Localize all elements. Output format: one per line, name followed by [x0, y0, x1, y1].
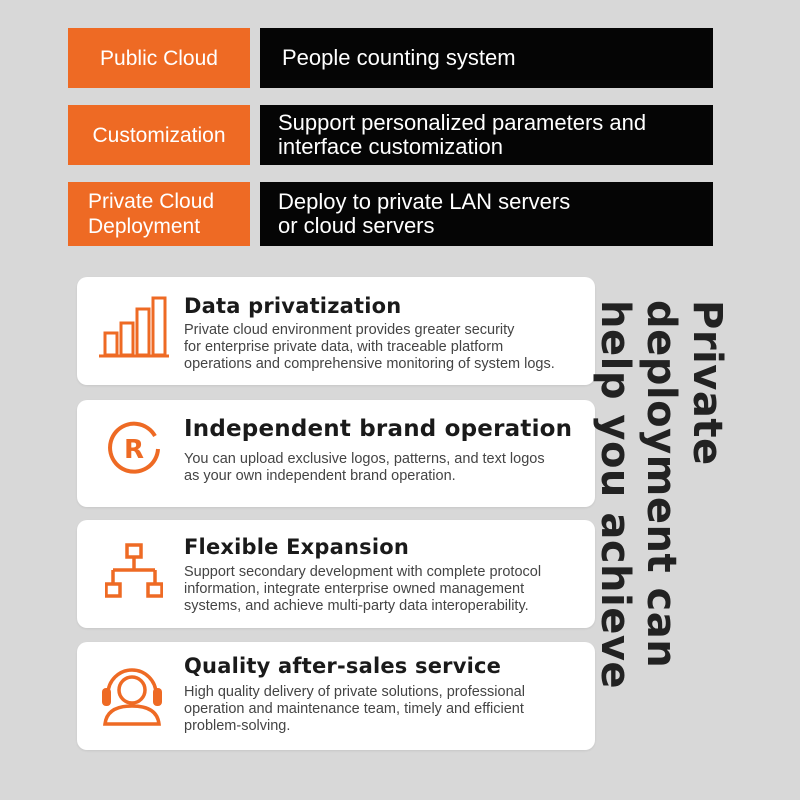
tag-customization: Customization	[68, 105, 250, 165]
card-body: You can upload exclusive logos, patterns, and text logos as your own independent brand operation.	[184, 451, 545, 484]
row-customization	[68, 105, 713, 165]
card-title: Flexible Expansion	[184, 535, 410, 559]
card-title: Data privatization	[184, 294, 402, 318]
card-after-sales	[77, 642, 595, 750]
card-flexible-expansion	[77, 520, 595, 628]
row-private-cloud	[68, 182, 713, 246]
tag-private-cloud: Private Cloud Deployment	[68, 182, 250, 246]
desc-customization: Support personalized parameters and interface customization	[260, 105, 713, 165]
row-public-cloud	[68, 28, 713, 88]
headset-support-icon	[99, 660, 165, 726]
card-body: Support secondary development with complete protocol information, integrate enterprise owned management systems, and achieve multi-party data interoperability.	[184, 564, 542, 614]
side-slogan: Private deployment can help you achieve	[592, 300, 730, 690]
tag-public-cloud: Public Cloud	[68, 28, 250, 88]
bar-chart-icon	[99, 295, 169, 359]
card-brand-operation	[77, 400, 595, 507]
card-title: Independent brand operation	[184, 416, 573, 442]
svg-text:R: R	[123, 435, 145, 465]
desc-public-cloud: People counting system	[260, 28, 713, 88]
card-body: Private cloud environment provides greater security for enterprise private data, with traceable platform operations and comprehensive monitoring of system logs.	[184, 322, 555, 372]
card-data-privatization	[77, 277, 595, 385]
desc-private-cloud: Deploy to private LAN servers or cloud servers	[260, 182, 713, 246]
org-chart-icon	[105, 542, 163, 600]
card-body: High quality delivery of private solutions, professional operation and maintenance team, timely and efficient problem-solving.	[184, 684, 525, 734]
registered-trademark-icon	[105, 420, 163, 478]
card-title: Quality after-sales service	[184, 654, 502, 678]
